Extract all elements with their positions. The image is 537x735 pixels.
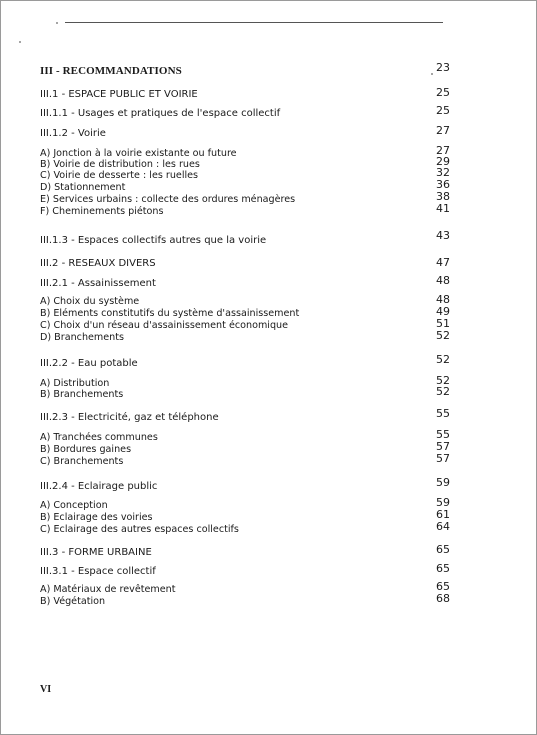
toc-entry-page: 55 <box>436 428 450 441</box>
toc-row <box>40 353 450 370</box>
toc-entry-label: B) Eclairage des voiries <box>40 512 153 523</box>
toc-row <box>40 257 450 270</box>
toc-entry-label: D) Branchements <box>40 332 125 343</box>
toc-entry-label: A) Conception <box>40 500 108 511</box>
toc-entry-page: 25 <box>436 86 450 99</box>
scan-speck <box>56 22 58 24</box>
toc-entry-label: A) Choix du système <box>40 296 140 307</box>
toc-entry-page: 25 <box>436 104 450 117</box>
toc-entry-label: III.2 - RESEAUX DIVERS <box>40 258 156 269</box>
toc-entry-page: 27 <box>436 144 450 157</box>
toc-entry-page: 65 <box>436 543 450 556</box>
toc-entry-label: A) Distribution <box>40 378 110 389</box>
toc-entry-page: 59 <box>436 476 450 489</box>
toc-row <box>40 124 450 140</box>
toc-entry-page: 49 <box>436 305 450 318</box>
toc-entry-label: III.1.3 - Espaces collectifs autres que la voirie <box>40 235 267 246</box>
toc-entry-label: C) Branchements <box>40 456 124 467</box>
header-rule <box>65 22 443 23</box>
toc-entry-label: C) Choix d'un réseau d'assainissement économique <box>40 320 289 331</box>
toc-entry-page: 52 <box>436 385 450 398</box>
toc-entry-page: 38 <box>436 190 450 203</box>
toc-entry-label: III.2.1 - Assainissement <box>40 278 156 289</box>
toc-entry-page: 48 <box>436 274 450 287</box>
toc-entry-label: III.1.1 - Usages et pratiques de l'espace collectif <box>40 108 281 119</box>
toc-entry-label: B) Voirie de distribution : les rues <box>40 159 200 170</box>
toc-row <box>40 562 450 578</box>
toc-entry-page: 32 <box>436 166 450 179</box>
toc-entry-page: 61 <box>436 508 450 521</box>
toc-entry-label: F) Cheminements piétons <box>40 206 164 217</box>
toc-entry-label: III.2.4 - Eclairage public <box>40 481 158 492</box>
toc-entry-label: B) Branchements <box>40 389 124 400</box>
toc-entry-page: 52 <box>436 353 450 366</box>
toc-entry-label: III.3.1 - Espace collectif <box>40 566 156 577</box>
toc-row <box>40 61 450 78</box>
toc-entry-label: III - RECOMMANDATIONS <box>40 65 182 77</box>
toc-row <box>40 452 450 468</box>
toc-entry-label: C) Eclairage des autres espaces collectifs <box>40 524 239 535</box>
toc-entry-label: D) Stationnement <box>40 182 126 193</box>
toc-row <box>40 520 450 536</box>
toc-entry-label: A) Matériaux de revêtement <box>40 584 176 595</box>
toc-row <box>40 88 450 101</box>
toc-entry-page: 29 <box>436 155 450 168</box>
toc-row <box>40 104 450 120</box>
toc-entry-label: III.3 - FORME URBAINE <box>40 547 152 558</box>
toc-row <box>40 229 450 247</box>
scan-speck <box>19 41 21 43</box>
toc-entry-label: III.1.2 - Voirie <box>40 128 106 139</box>
toc-row <box>40 543 450 559</box>
toc-entry-label: E) Services urbains : collecte des ordures ménagères <box>40 194 296 205</box>
toc-entry-page: 43 <box>436 229 450 242</box>
toc-entry-page: 52 <box>436 329 450 342</box>
toc-entry-label: III.2.2 - Eau potable <box>40 358 138 369</box>
toc-entry-page: 57 <box>436 452 450 465</box>
toc-entry-page: 59 <box>436 496 450 509</box>
toc-entry-page: 55 <box>436 407 450 420</box>
toc-entry-page: 65 <box>436 562 450 575</box>
toc-entry-label: C) Voirie de desserte : les ruelles <box>40 170 199 181</box>
toc-entry-page: 47 <box>436 256 450 269</box>
toc-entry-label: A) Jonction à la voirie existante ou future <box>40 148 237 159</box>
toc-row <box>40 274 450 290</box>
toc-entry-label: B) Eléments constitutifs du système d'assainissement <box>40 308 300 319</box>
toc-entry-page: 27 <box>436 124 450 137</box>
toc-entry-page: 52 <box>436 374 450 387</box>
toc-entry-label: III.2.3 - Electricité, gaz et téléphone <box>40 412 219 423</box>
toc-row <box>40 592 450 608</box>
toc-row <box>40 385 450 401</box>
toc-entry-page: 36 <box>436 178 450 191</box>
toc-entry-label: B) Bordures gaines <box>40 444 132 455</box>
toc-row <box>40 331 450 344</box>
toc-entry-page: 48 <box>436 293 450 306</box>
toc-row <box>40 476 450 493</box>
toc-row <box>40 407 450 424</box>
toc-entry-label: III.1 - ESPACE PUBLIC ET VOIRIE <box>40 89 198 100</box>
page-number: VI <box>40 684 52 695</box>
toc-entry-page: 41 <box>436 202 450 215</box>
toc-entry-page: 64 <box>436 520 450 533</box>
toc-entry-page: 57 <box>436 440 450 453</box>
toc-entry-label: A) Tranchées communes <box>40 432 158 443</box>
toc-entry-page: 51 <box>436 317 450 330</box>
toc-entry-page: 65 <box>436 580 450 593</box>
toc-entry-page: 23 <box>436 61 450 74</box>
toc-entry-page: 68 <box>436 592 450 605</box>
toc-entry-label: B) Végétation <box>40 596 106 607</box>
toc-row <box>40 202 450 218</box>
